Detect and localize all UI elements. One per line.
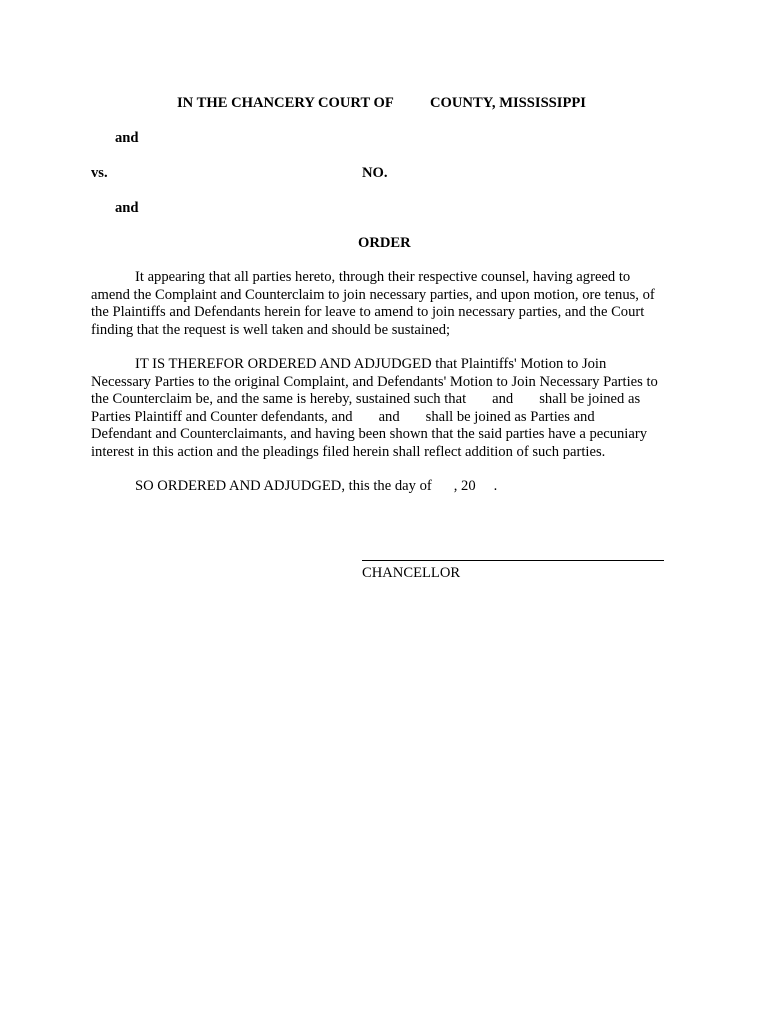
order-line-5: Defendant and Counterclaimants, and having been shown that the said parties have a pecuniary xyxy=(91,426,647,442)
recital-paragraph xyxy=(91,269,681,339)
recital-line-2: amend the Complaint and Counterclaim to join necessary parties, and upon motion, ore tenus, of xyxy=(91,286,655,303)
order-line-6: interest in this action and the pleadings filed herein shall reflect addition of such parties. xyxy=(91,443,606,460)
order-line-4a: Parties Plaintiff and Counter defendants, and xyxy=(91,408,353,425)
court-name-left: IN THE CHANCERY COURT OF xyxy=(177,95,394,111)
order-line-4b: and xyxy=(378,408,400,425)
case-number-label: NO. xyxy=(362,165,388,181)
order-line-4c: shall be joined as Parties and xyxy=(425,408,595,425)
caption-and-defendants: and xyxy=(115,200,139,216)
order-line-3c: shall be joined as xyxy=(539,391,641,407)
so-ordered-line xyxy=(135,478,497,496)
recital-line-1: It appearing that all parties hereto, through their respective counsel, having agreed to xyxy=(135,269,631,285)
order-paragraph xyxy=(91,356,681,461)
recital-line-4: finding that the request is well taken and should be sustained; xyxy=(91,321,451,338)
caption-vs: vs. xyxy=(91,165,108,181)
order-line-3b: and xyxy=(492,391,514,407)
so-ordered-text: SO ORDERED AND ADJUDGED, this the day of xyxy=(135,478,432,494)
so-ordered-period: . xyxy=(493,478,498,494)
order-line-2: Necessary Parties to the original Complaint, and Defendants' Motion to Join Necessary Parties to xyxy=(91,373,658,390)
chancellor-label: CHANCELLOR xyxy=(362,565,461,581)
document-title: ORDER xyxy=(358,235,411,251)
recital-line-3: the Plaintiffs and Defendants herein for leave to amend to join necessary parties, and the Court xyxy=(91,304,645,320)
order-line-3a: the Counterclaim be, and the same is hereby, sustained such that xyxy=(91,391,467,407)
so-ordered-year: , 20 xyxy=(453,478,476,494)
signature-line xyxy=(362,560,664,561)
caption-and-plaintiffs: and xyxy=(115,130,139,146)
order-line-1: IT IS THEREFOR ORDERED AND ADJUDGED that Plaintiffs' Motion to Join xyxy=(135,356,607,372)
court-name-right: COUNTY, MISSISSIPPI xyxy=(430,95,586,111)
